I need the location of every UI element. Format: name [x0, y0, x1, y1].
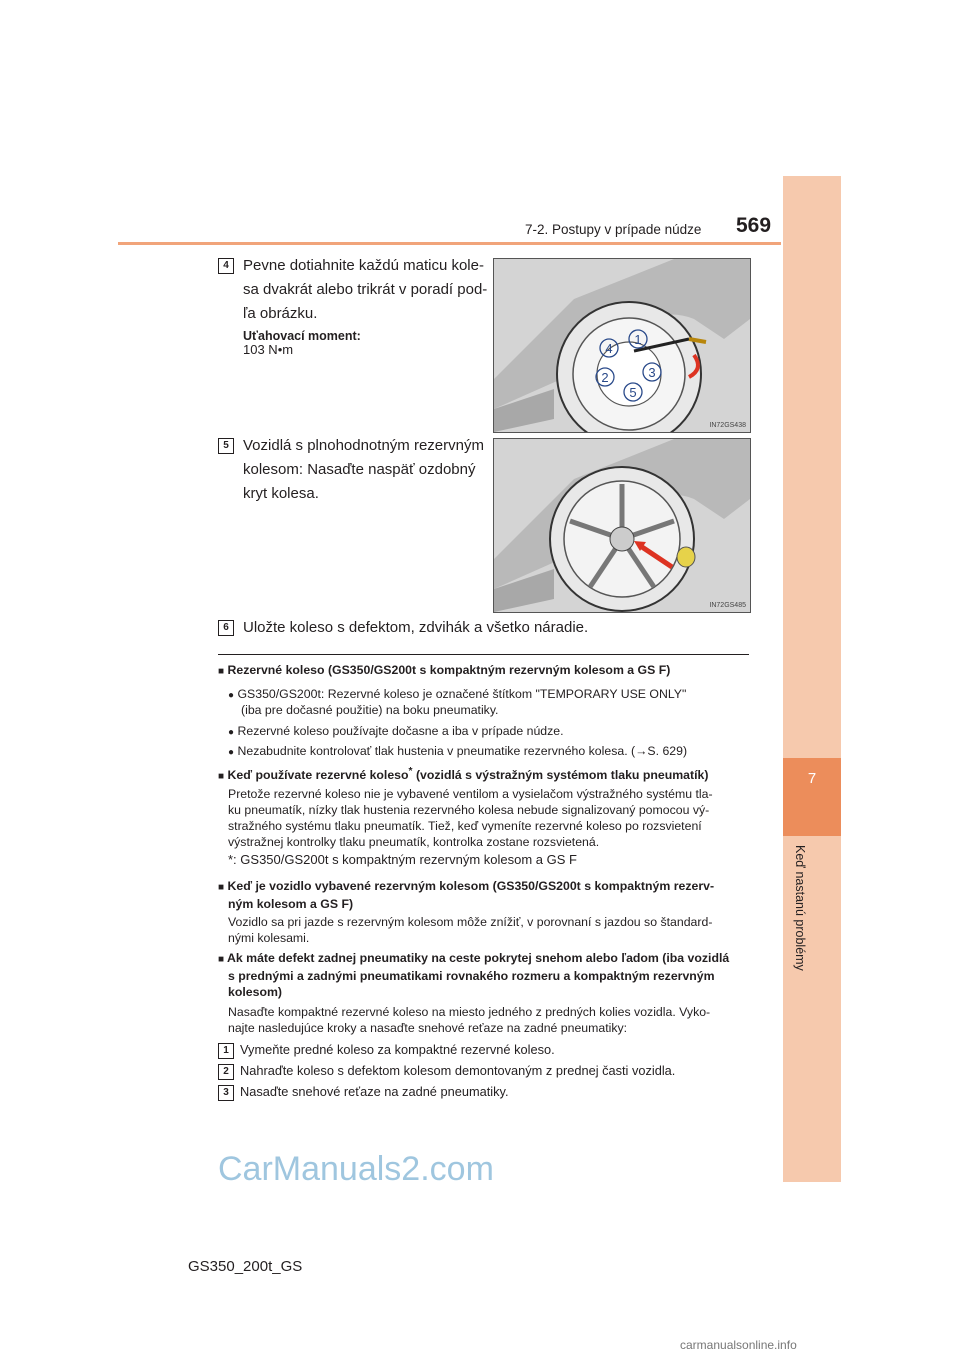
figure-code: IN72GS438 — [709, 422, 746, 429]
note-tpms-heading-b: (vozidlá s výstražným systémom tlaku pneumatík) — [412, 768, 709, 783]
step-badge-5: 5 — [218, 438, 234, 454]
substep-badge-3: 3 — [218, 1085, 234, 1101]
square-bullet-icon: ■ — [218, 666, 225, 677]
substep-3-text: Nasaďte snehové reťaze na zadné pneumatiky. — [240, 1084, 509, 1099]
body-line: Vozidlo sa pri jazde s rezervným kolesom môže znížiť, v porovnaní s jazdou so štandard- — [228, 915, 713, 929]
figure-code: IN72GS485 — [709, 602, 746, 609]
step-5-text — [243, 434, 488, 506]
circle-bullet-icon: ● — [228, 727, 235, 738]
circle-bullet-icon: ● — [228, 690, 235, 701]
page-number: 569 — [736, 214, 772, 237]
chapter-number: 7 — [807, 770, 817, 787]
figure-lug-nut-tightening — [493, 258, 751, 433]
square-bullet-icon: ■ — [218, 882, 225, 893]
step-4-line: sa dvakrát alebo trikrát v poradí pod- — [243, 281, 488, 298]
body-line: ku pneumatík, nízky tlak hustenia rezervného kolesa nebude signalizovaný pomocou vý- — [228, 803, 710, 817]
note-spare-bullet — [228, 723, 564, 741]
body-line: výstražnej kontrolky tlaku pneumatík, kontrolka zostane rozsvietená. — [228, 835, 600, 849]
bullet-text-cont: (iba pre dočasné použitie) na boku pneumatiky. — [241, 703, 499, 717]
note-spare-heading-row — [218, 662, 670, 680]
lug-label-2: 2 — [601, 370, 609, 385]
body-line: Nasaďte kompaktné rezervné koleso na miesto jedného z predných kolies vozidla. Vyko- — [228, 1005, 711, 1019]
note-snow-heading — [218, 950, 748, 1000]
step-6-text: Uložte koleso s defektom, zdvihák a všetko náradie. — [243, 619, 589, 636]
wheel-lug-illustration — [494, 259, 750, 432]
heading-line: Keď je vozidlo vybavené rezervným kolesom (GS350/GS200t s kompaktným rezerv- — [227, 879, 715, 893]
substep-badge-1: 1 — [218, 1043, 234, 1059]
circle-bullet-icon: ● — [228, 747, 235, 758]
header-rule — [118, 242, 781, 245]
body-line: nými kolesami. — [228, 931, 310, 945]
lug-label-1: 1 — [634, 332, 642, 347]
body-line: Pretože rezervné koleso nie je vybavené ventilom a vysielačom výstražného systému tla- — [228, 787, 713, 801]
footer-model: GS350_200t_GS — [188, 1258, 303, 1275]
step-5-line: kryt kolesa. — [243, 485, 319, 502]
body-line: stražného systému tlaku pneumatík. Tiež, keď vymeníte rezervné koleso po rozsvietení — [228, 819, 702, 833]
heading-line: kolesom) — [228, 985, 282, 999]
substep-badge-2: 2 — [218, 1064, 234, 1080]
substep-1-text: Vymeňte predné koleso za kompaktné rezervné koleso. — [240, 1042, 555, 1057]
step-5-line: kolesom: Nasaďte naspäť ozdobný — [243, 461, 476, 478]
square-bullet-icon: ■ — [218, 954, 225, 965]
substep-2-text: Nahraďte koleso s defektom kolesom demontovaným z prednej časti vozidla. — [240, 1063, 676, 1078]
note-tpms-heading-row — [218, 764, 708, 785]
bullet-text: Rezervné koleso používajte dočasne a iba v prípade núdze. — [237, 724, 564, 738]
watermark: CarManuals2.com — [218, 1150, 494, 1188]
figure-wheel-cap — [493, 438, 751, 613]
step-5-line: Vozidlá s plnohodnotným rezervným — [243, 437, 484, 454]
note-snow-body — [228, 1004, 710, 1036]
torque-label: Uťahovací moment: — [243, 329, 361, 343]
note-spare-bullet — [228, 743, 687, 761]
lug-label-4: 4 — [605, 341, 613, 356]
step-badge-4: 4 — [218, 258, 234, 274]
section-title: 7-2. Postupy v prípade núdze — [525, 222, 702, 237]
lug-label-5: 5 — [629, 385, 637, 400]
step-badge-6: 6 — [218, 620, 234, 636]
heading-line: ným kolesom a GS F) — [228, 897, 354, 911]
square-bullet-icon: ■ — [218, 771, 225, 783]
heading-line: s prednými a zadnými pneumatikami rovnakého rozmeru a kompaktným rezervným — [228, 969, 715, 983]
bullet-text: Nezabudnite kontrolovať tlak hustenia v pneumatike rezervného kolesa. (→S. 629) — [237, 744, 688, 758]
bullet-text: GS350/GS200t: Rezervné koleso je označené štítkom "TEMPORARY USE ONLY" — [237, 687, 687, 701]
chapter-label-wrap — [785, 845, 837, 1085]
note-equipped-heading — [218, 878, 748, 912]
footnote: *: GS350/GS200t s kompaktným rezervným kolesom a GS F — [228, 852, 577, 867]
heading-line: Ak máte defekt zadnej pneumatiky na ceste pokrytej snehom alebo ľadom (iba vozidlá — [227, 951, 730, 965]
note-spare-heading: Rezervné koleso (GS350/GS200t s kompaktným rezervným kolesom a GS F) — [227, 663, 671, 677]
note-tpms-heading: Keď používate rezervné koleso — [227, 768, 409, 783]
note-equipped-body — [228, 914, 712, 946]
step-4-line: Pevne dotiahnite každú maticu kole- — [243, 257, 484, 274]
note-tpms-body — [228, 786, 748, 850]
alloy-wheel-illustration — [494, 439, 750, 612]
notes-divider — [218, 654, 749, 655]
step-4-line: ľa obrázku. — [243, 305, 318, 322]
footnote-star: * — [408, 766, 413, 777]
body-line: najte nasledujúce kroky a nasaďte snehové reťaze na zadné pneumatiky: — [228, 1021, 628, 1035]
step-4-text — [243, 254, 488, 326]
chapter-label: Keď nastanú problémy — [793, 845, 807, 971]
torque-value: 103 N•m — [243, 342, 294, 357]
site-watermark: carmanualsonline.info — [680, 1338, 797, 1352]
lug-label-3: 3 — [648, 365, 656, 380]
